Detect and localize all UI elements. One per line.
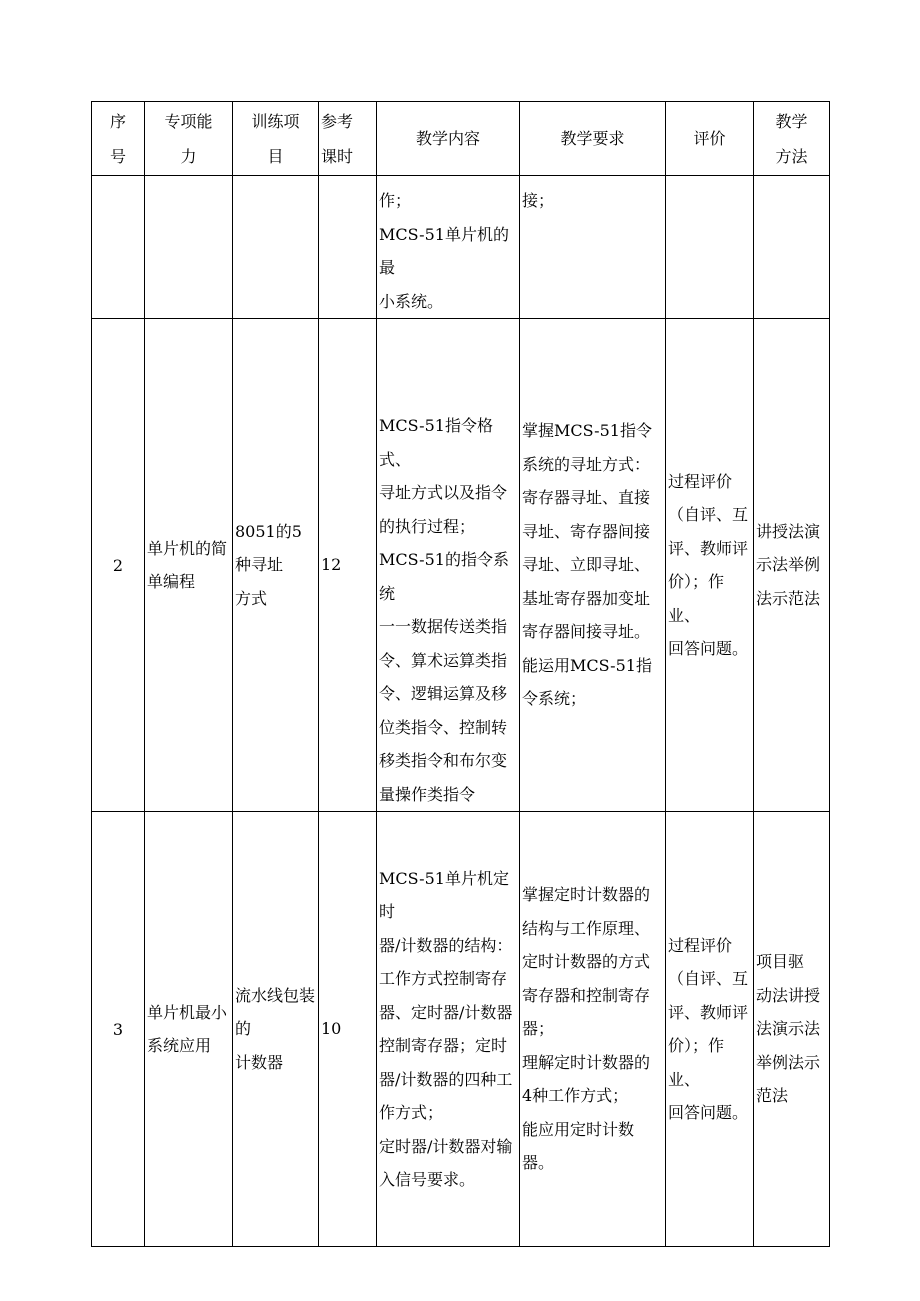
row2-ability: 单片机的简 单编程 — [145, 319, 233, 812]
cont-content: 作； MCS-51单片机的最 小系统。 — [377, 176, 520, 319]
header-project: 训练项 目 — [233, 102, 319, 176]
header-hours: 参考 课时 — [319, 102, 377, 176]
row3-ability: 单片机最小 系统应用 — [145, 812, 233, 1247]
row3-hours: 10 — [319, 812, 377, 1247]
row2-hours: 12 — [319, 319, 377, 812]
row2-requirement: 掌握MCS-51指令 系统的寻址方式： 寄存器寻址、直接 寻址、寄存器间接 寻址、立即寻址、 基址寄存器加变址 寄存器间接寻址。 能运用MCS-51指 令系统； — [520, 319, 666, 812]
header-ability: 专项能 力 — [145, 102, 233, 176]
cont-ability — [145, 176, 233, 319]
cont-method — [754, 176, 830, 319]
row3-content: MCS-51单片机定时 器/计数器的结构： 工作方式控制寄存 器、定时器/计数器 控制寄存器；定时 器/计数器的四种工 作方式； 定时器/计数器对输 入信号要求。 — [377, 812, 520, 1247]
table-row — [92, 319, 830, 812]
header-seq: 序 号 — [92, 102, 145, 176]
row3-requirement: 掌握定时计数器的 结构与工作原理、 定时计数器的方式 寄存器和控制寄存 器； 理解定时计数器的 4种工作方式； 能应用定时计数器。 — [520, 812, 666, 1247]
cont-evaluation — [666, 176, 754, 319]
table-row — [92, 812, 830, 1247]
row3-project: 流水线包装 的 计数器 — [233, 812, 319, 1247]
row3-seq: 3 — [92, 812, 145, 1247]
header-evaluation: 评价 — [666, 102, 754, 176]
header-content: 教学内容 — [377, 102, 520, 176]
header-requirement: 教学要求 — [520, 102, 666, 176]
row2-evaluation: 过程评价 （自评、互 评、教师评 价）；作业、 回答问题。 — [666, 319, 754, 812]
continuation-row — [92, 176, 830, 319]
header-method: 教学 方法 — [754, 102, 830, 176]
header-row — [92, 102, 830, 176]
row3-evaluation: 过程评价 （自评、互 评、教师评 价）；作业、 回答问题。 — [666, 812, 754, 1247]
cont-hours — [319, 176, 377, 319]
cont-seq — [92, 176, 145, 319]
row2-seq: 2 — [92, 319, 145, 812]
cont-requirement: 接； — [520, 176, 666, 319]
cont-project — [233, 176, 319, 319]
course-table — [91, 101, 830, 1247]
row2-method: 讲授法演 示法举例 法示范法 — [754, 319, 830, 812]
row2-project: 8051的5 种寻址 方式 — [233, 319, 319, 812]
row3-method: 项目驱 动法讲授 法演示法 举例法示 范法 — [754, 812, 830, 1247]
row2-content: MCS-51指令格式、 寻址方式以及指令 的执行过程； MCS-51的指令系统 一一数据传送类指 令、算术运算类指 令、逻辑运算及移 位类指令、控制转 移类指令和布尔变 量操作类指令 — [377, 319, 520, 812]
